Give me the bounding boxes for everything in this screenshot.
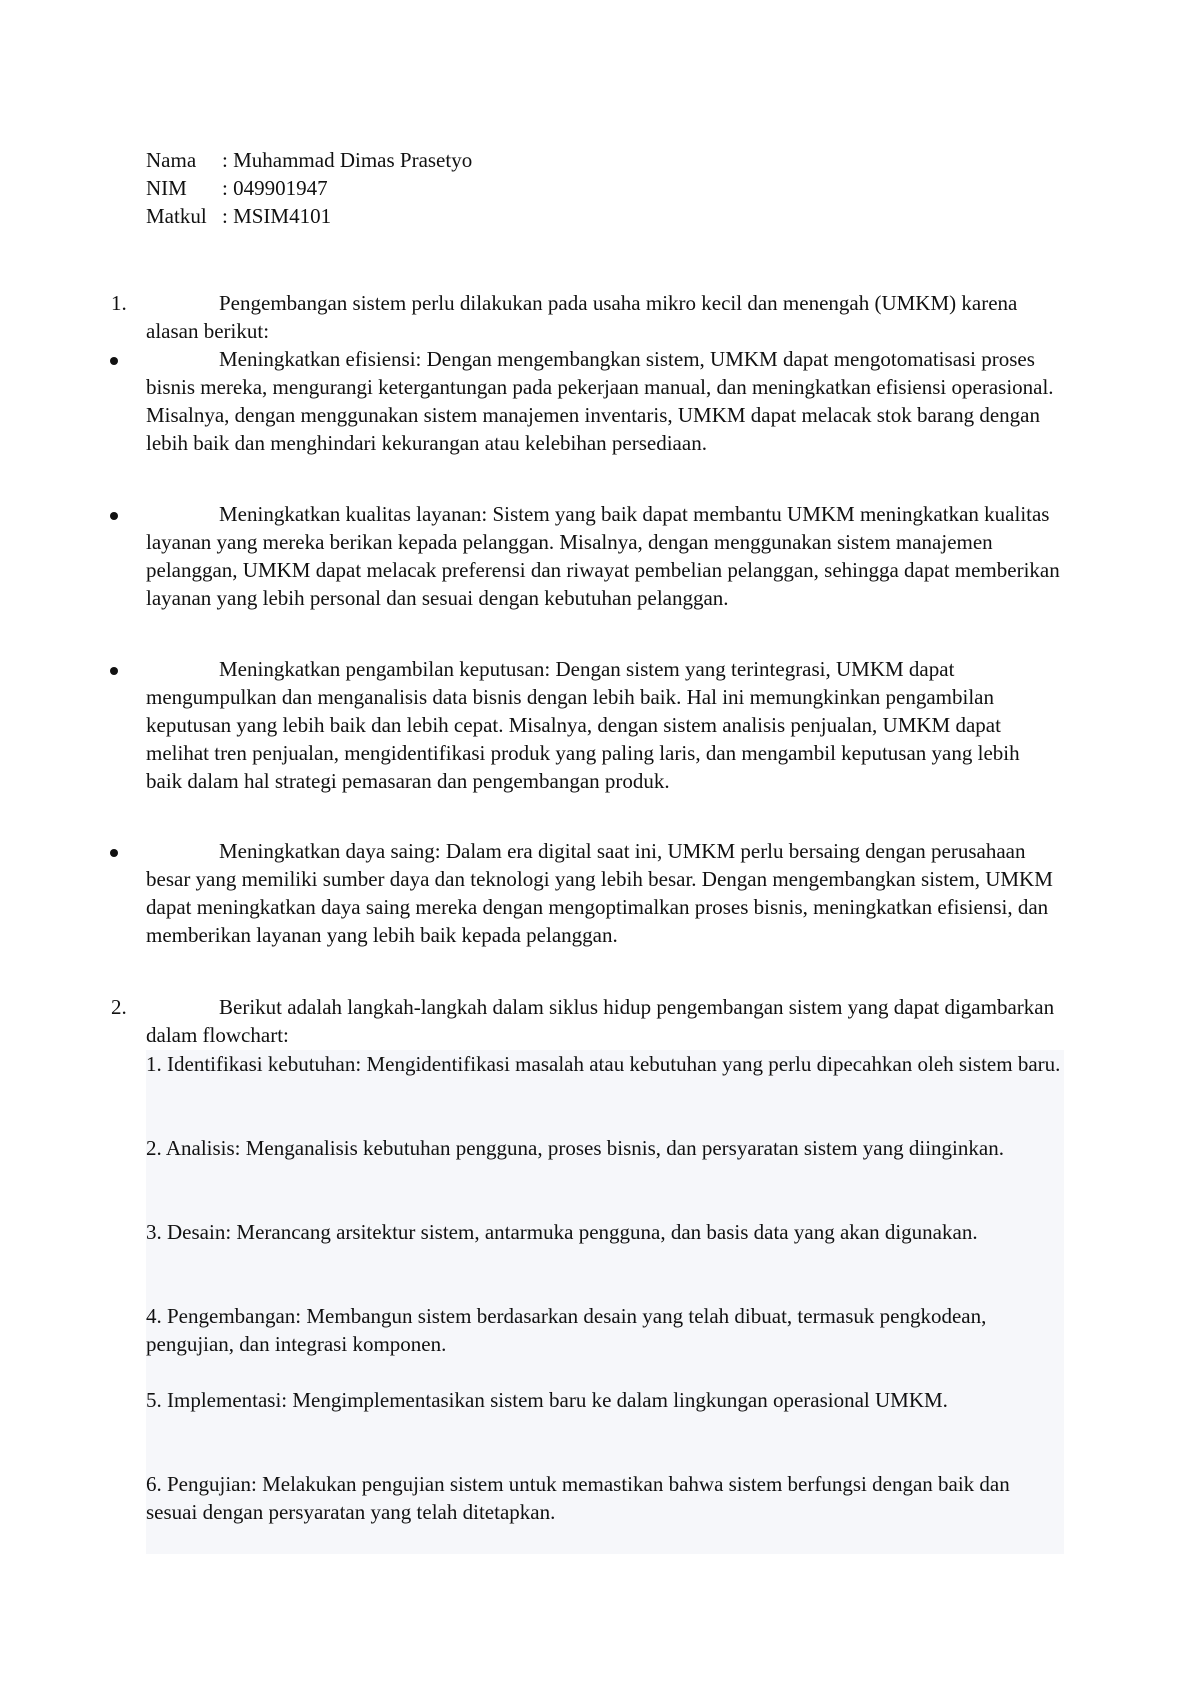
nim-value: : 049901947 [222,176,328,200]
nim-row [146,174,472,202]
name-row [146,146,472,174]
course-label: Matkul [146,204,207,228]
question-2-text: Berikut adalah langkah-langkah dalam siklus hidup pengembangan sistem yang dapat digambarkan dalam flowchart: [146,995,1055,1047]
sdlc-step: 3. Desain: Merancang arsitektur sistem, antarmuka pengguna, dan basis data yang akan digunakan. [146,1220,978,1244]
question-1-intro [111,289,1061,345]
bullet-icon [110,512,118,520]
course-row [146,202,472,230]
sdlc-step: 4. Pengembangan: Membangun sistem berdasarkan desain yang telah dibuat, termasuk pengkodean, pengujian, dan integrasi komponen. [146,1304,987,1356]
nim-label: NIM [146,176,187,200]
question-1-text: Pengembangan sistem perlu dilakukan pada usaha mikro kecil dan menengah (UMKM) karena alasan berikut: [146,291,1018,343]
list-item [146,837,1061,949]
sdlc-step: 6. Pengujian: Melakukan pengujian sistem untuk memastikan bahwa sistem berfungsi dengan baik dan sesuai dengan persyaratan yang telah ditetapkan. [146,1472,1010,1524]
sdlc-steps-block [146,1050,1064,1554]
bullet-icon [110,357,118,365]
list-item [146,655,1061,795]
question-1-number: 1. [111,291,127,315]
sdlc-step: 1. Identifikasi kebutuhan: Mengidentifikasi masalah atau kebutuhan yang perlu dipecahkan oleh sistem baru. [146,1052,1061,1076]
bullet-text: Meningkatkan pengambilan keputusan: Dengan sistem yang terintegrasi, UMKM dapat mengumpulkan dan menganalisis data bisnis dengan lebih baik. Hal ini memungkinkan pengambilan keputusan yang lebih baik dan lebih cepat. Misalnya, dengan sistem analisis penjualan, UMKM dapat melihat tren penjualan, mengidentifikasi produk yang paling laris, dan mengambil keputusan yang lebih baik dalam hal strategi pemasaran dan pengembangan produk. [146,657,1020,793]
bullet-text: Meningkatkan efisiensi: Dengan mengembangkan sistem, UMKM dapat mengotomatisasi proses bisnis mereka, mengurangi ketergantungan pada pekerjaan manual, dan meningkatkan efisiensi operasional. Misalnya, dengan menggunakan sistem manajemen inventaris, UMKM dapat melacak stok barang dengan lebih baik dan menghindari kekurangan atau kelebihan persediaan. [146,347,1054,455]
course-value: : MSIM4101 [222,204,332,228]
student-info [146,146,472,230]
question-2-number: 2. [111,995,127,1019]
sdlc-step: 2. Analisis: Menganalisis kebutuhan pengguna, proses bisnis, dan persyaratan sistem yang diinginkan. [146,1136,1004,1160]
list-item [146,500,1061,612]
sdlc-step: 5. Implementasi: Mengimplementasikan sistem baru ke dalam lingkungan operasional UMKM. [146,1388,948,1412]
name-label: Nama [146,148,197,172]
list-item [146,345,1061,457]
bullet-icon [110,849,118,857]
bullet-text: Meningkatkan kualitas layanan: Sistem yang baik dapat membantu UMKM meningkatkan kualitas layanan yang mereka berikan kepada pelanggan. Misalnya, dengan menggunakan sistem manajemen pelanggan, UMKM dapat melacak preferensi dan riwayat pembelian pelanggan, sehingga dapat memberikan layanan yang lebih personal dan sesuai dengan kebutuhan pelanggan. [146,502,1060,610]
question-2-intro [111,993,1061,1049]
name-value: : Muhammad Dimas Prasetyo [222,148,473,172]
bullet-text: Meningkatkan daya saing: Dalam era digital saat ini, UMKM perlu bersaing dengan perusahaan besar yang memiliki sumber daya dan teknologi yang lebih besar. Dengan mengembangkan sistem, UMKM dapat meningkatkan daya saing mereka dengan mengoptimalkan proses bisnis, meningkatkan efisiensi, dan memberikan layanan yang lebih baik kepada pelanggan. [146,839,1053,947]
bullet-icon [110,667,118,675]
